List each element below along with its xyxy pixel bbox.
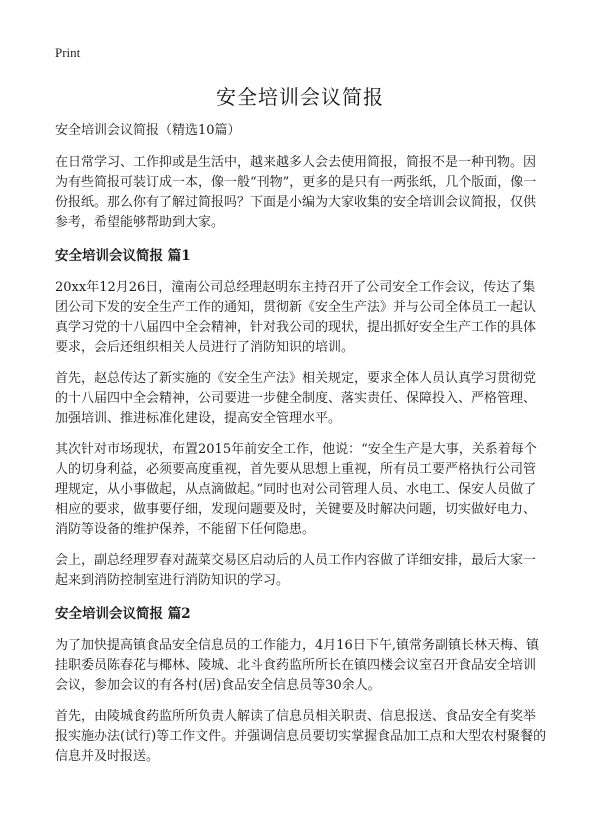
section-heading: 安全培训会议简报 篇1 bbox=[55, 248, 191, 264]
section-heading: 安全培训会议简报 篇2 bbox=[55, 606, 191, 622]
print-link[interactable]: Print bbox=[55, 45, 81, 60]
section-paragraph: 其次针对市场现状，布置2015年前安全工作，他说：“安全生产是大事，关系着每个人的切身利益，必须要高度重视，首先要从思想上重视，所有员工要严格执行公司管理规定，从小事做起，从点滴做起。”同时也对公司管理人员、水电工、保安人员做了相应的要求，做事要仔细，发现问题要及时，关键要及时解决问题，切实做好电力、消防等设备的维护保养，不能留下任何隐患。 bbox=[55, 442, 537, 537]
section-paragraph: 首先，赵总传达了新实施的《安全生产法》相关规定，要求全体人员认真学习贯彻党的十八届四中全会精神，公司要进一步健全制度、落实责任、保障投入、严格管理、加强培训、推进标准化建设，提高安全管理水平。 bbox=[55, 371, 537, 426]
section-paragraph: 会上，副总经理罗春对蔬菜交易区启动后的人员工作内容做了详细安排，最后大家一起来到消防控制室进行消防知识的学习。 bbox=[55, 553, 537, 588]
intro-paragraph: 在日常学习、工作抑或是生活中，越来越多人会去使用简报，简报不是一种刊物。因为有些简报可装订成一本，像一般“刊物”，更多的是只有一两张纸，几个版面，像一份报纸。那么你有了解过简报吗？下面是小编为大家收集的安全培训会议简报，仅供参考，希望能够帮助到大家。 bbox=[55, 155, 537, 230]
section-paragraph: 20xx年12月26日，潼南公司总经理赵明东主持召开了公司安全工作会议，传达了集团公司下发的安全生产工作的通知，贯彻新《安全生产法》并与公司全体员工一起认真学习党的十八届四中全会精神，针对我公司的现状，提出抓好安全生产工作的具体要求，会后还组织相关人员进行了消防知识的培训。 bbox=[55, 280, 537, 355]
page-title: 安全培训会议简报 bbox=[216, 85, 384, 109]
article-body bbox=[55, 121, 547, 778]
article-subtitle: 安全培训会议简报（精选10篇） bbox=[55, 123, 241, 138]
section-paragraph: 为了加快提高镇食品安全信息员的工作能力，4月16日下午,镇常务副镇长林天梅、镇挂职委员陈春花与椰林、陵城、北斗食药监所所长在镇四楼会议室召开食品安全培训会议，参加会议的有各村(居)食品安全信息员等30余人。 bbox=[55, 638, 539, 693]
section-paragraph: 首先，由陵城食药监所所负责人解读了信息员相关职责、信息报送、食品安全有奖举报实施办法(试行)等工作文件。并强调信息员要切实掌握食品加工点和大型农村聚餐的信息并及时报送。 bbox=[55, 709, 547, 764]
